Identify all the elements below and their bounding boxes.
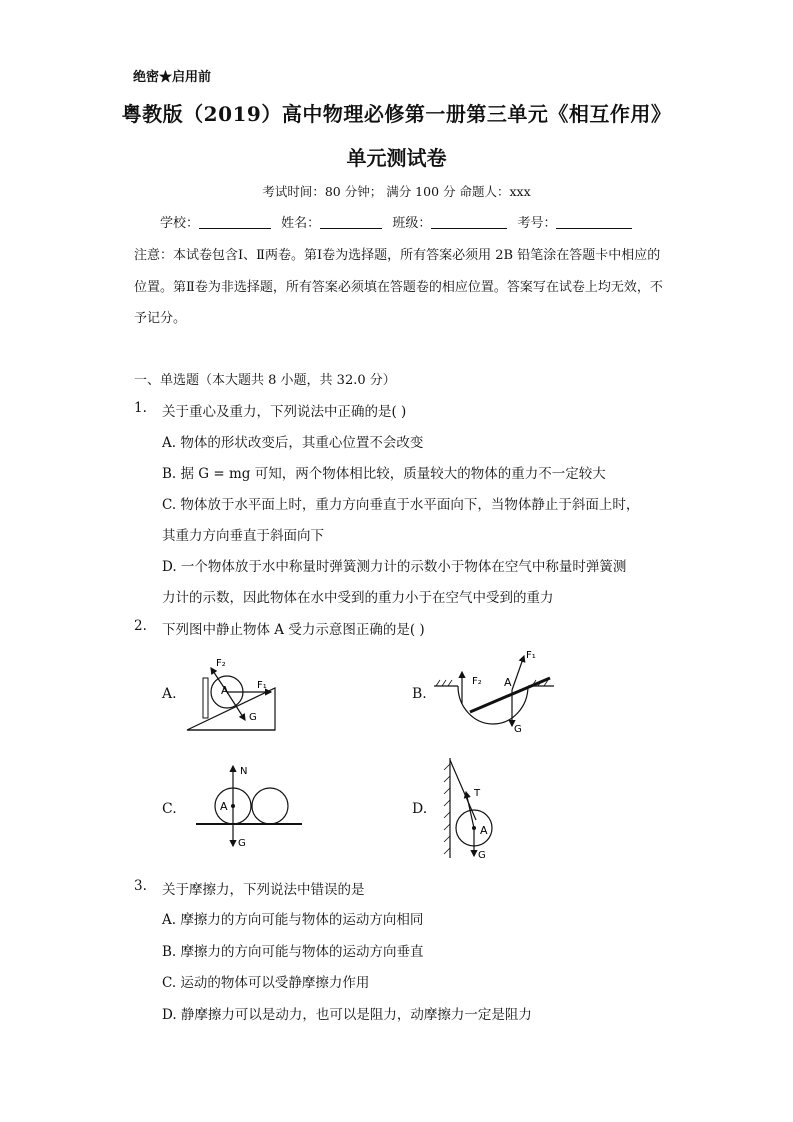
q1-option-d-line1: D. 一个物体放于水中称量时弹簧测力计的示数小于物体在空气中称量时弹簧测 xyxy=(162,559,627,575)
fig-b-a-label: A xyxy=(504,676,512,689)
school-blank xyxy=(199,214,271,229)
q3-option-b: B. 摩擦力的方向可能与物体的运动方向垂直 xyxy=(162,944,424,960)
fig-c-a-label: A xyxy=(220,800,228,813)
q1-option-d-line2: 力计的示数，因此物体在水中受到的重力小于在空气中受到的重力 xyxy=(162,590,554,606)
q1-option-b: B. 据 G = mg 可知，两个物体相比较，质量较大的物体的重力不一定较大 xyxy=(162,466,606,482)
q1-text: 关于重心及重力，下列说法中正确的是( ) xyxy=(162,404,407,420)
fig-a-label: A. xyxy=(162,686,177,702)
q1-option-c-line2: 其重力方向垂直于斜面向下 xyxy=(162,528,324,544)
q1-option-a: A. 物体的形状改变后，其重心位置不会改变 xyxy=(162,435,424,451)
fig-d-label: D. xyxy=(412,801,428,817)
school-label: 学校： xyxy=(160,216,200,231)
fig-c-n-label: N xyxy=(240,766,248,777)
class-label: 班级： xyxy=(392,216,432,231)
fig-a-f1-label: F₁ xyxy=(257,680,267,691)
q2-text: 下列图中静止物体 A 受力示意图正确的是( ) xyxy=(162,622,425,638)
q1-option-c-line1: C. 物体放于水平面上时，重力方向垂直于水平面向下，当物体静止于斜面上时， xyxy=(162,497,640,513)
fig-d-t-label: T xyxy=(474,788,481,799)
q3-number: 3. xyxy=(134,878,147,894)
fig-b-f1-label: F₁ xyxy=(526,650,536,661)
name-label: 姓名： xyxy=(281,216,321,231)
figure-b-diagram xyxy=(432,644,560,740)
fig-c-label: C. xyxy=(162,801,177,817)
exam-no-blank xyxy=(556,214,632,229)
fig-a-f2-label: F₂ xyxy=(216,658,226,669)
fig-b-label: B. xyxy=(412,686,427,702)
exam-no-label: 考号： xyxy=(517,216,557,231)
figure-a-diagram xyxy=(183,648,283,736)
fig-b-f2-label: F₂ xyxy=(472,676,482,687)
section-heading: 一、单选题（本大题共 8 小题，共 32.0 分） xyxy=(134,373,396,388)
class-blank xyxy=(431,214,507,229)
fig-c-g-label: G xyxy=(238,838,246,849)
student-fields xyxy=(160,212,638,231)
fig-a-g-label: G xyxy=(249,712,257,723)
figure-c-diagram xyxy=(192,760,306,852)
q3-option-c: C. 运动的物体可以受静摩擦力作用 xyxy=(162,975,370,991)
name-blank xyxy=(320,214,382,229)
fig-b-g-label: G xyxy=(514,724,522,735)
q1-number: 1. xyxy=(134,400,147,416)
q3-text: 关于摩擦力，下列说法中错误的是 xyxy=(162,882,365,898)
fig-d-a-label: A xyxy=(480,824,488,837)
fig-d-g-label: G xyxy=(478,850,486,861)
figure-d-diagram xyxy=(440,754,514,864)
exam-info: 考试时间：80 分钟； 满分 100 分 命题人：xxx xyxy=(262,184,531,199)
q3-option-a: A. 摩擦力的方向可能与物体的运动方向相同 xyxy=(162,912,424,928)
q2-number: 2. xyxy=(134,618,147,634)
page-subtitle: 单元测试卷 xyxy=(346,146,447,170)
fig-a-a-label: A xyxy=(221,684,229,697)
confidential-mark: 绝密★启用前 xyxy=(133,70,212,85)
exam-notice: 注意：本试卷包含Ⅰ、Ⅱ两卷。第Ⅰ卷为选择题，所有答案必须用 2B 铅笔涂在答题卡中相应的位置。第Ⅱ卷为非选择题，所有答案必须填在答题卷的相应位置。答案写在试卷上均无效，不予记分。 xyxy=(134,248,663,326)
q3-option-d: D. 静摩擦力可以是动力，也可以是阻力，动摩擦力一定是阻力 xyxy=(162,1007,532,1023)
page-title: 粤教版（2019）高中物理必修第一册第三单元《相互作用》 xyxy=(121,102,672,126)
